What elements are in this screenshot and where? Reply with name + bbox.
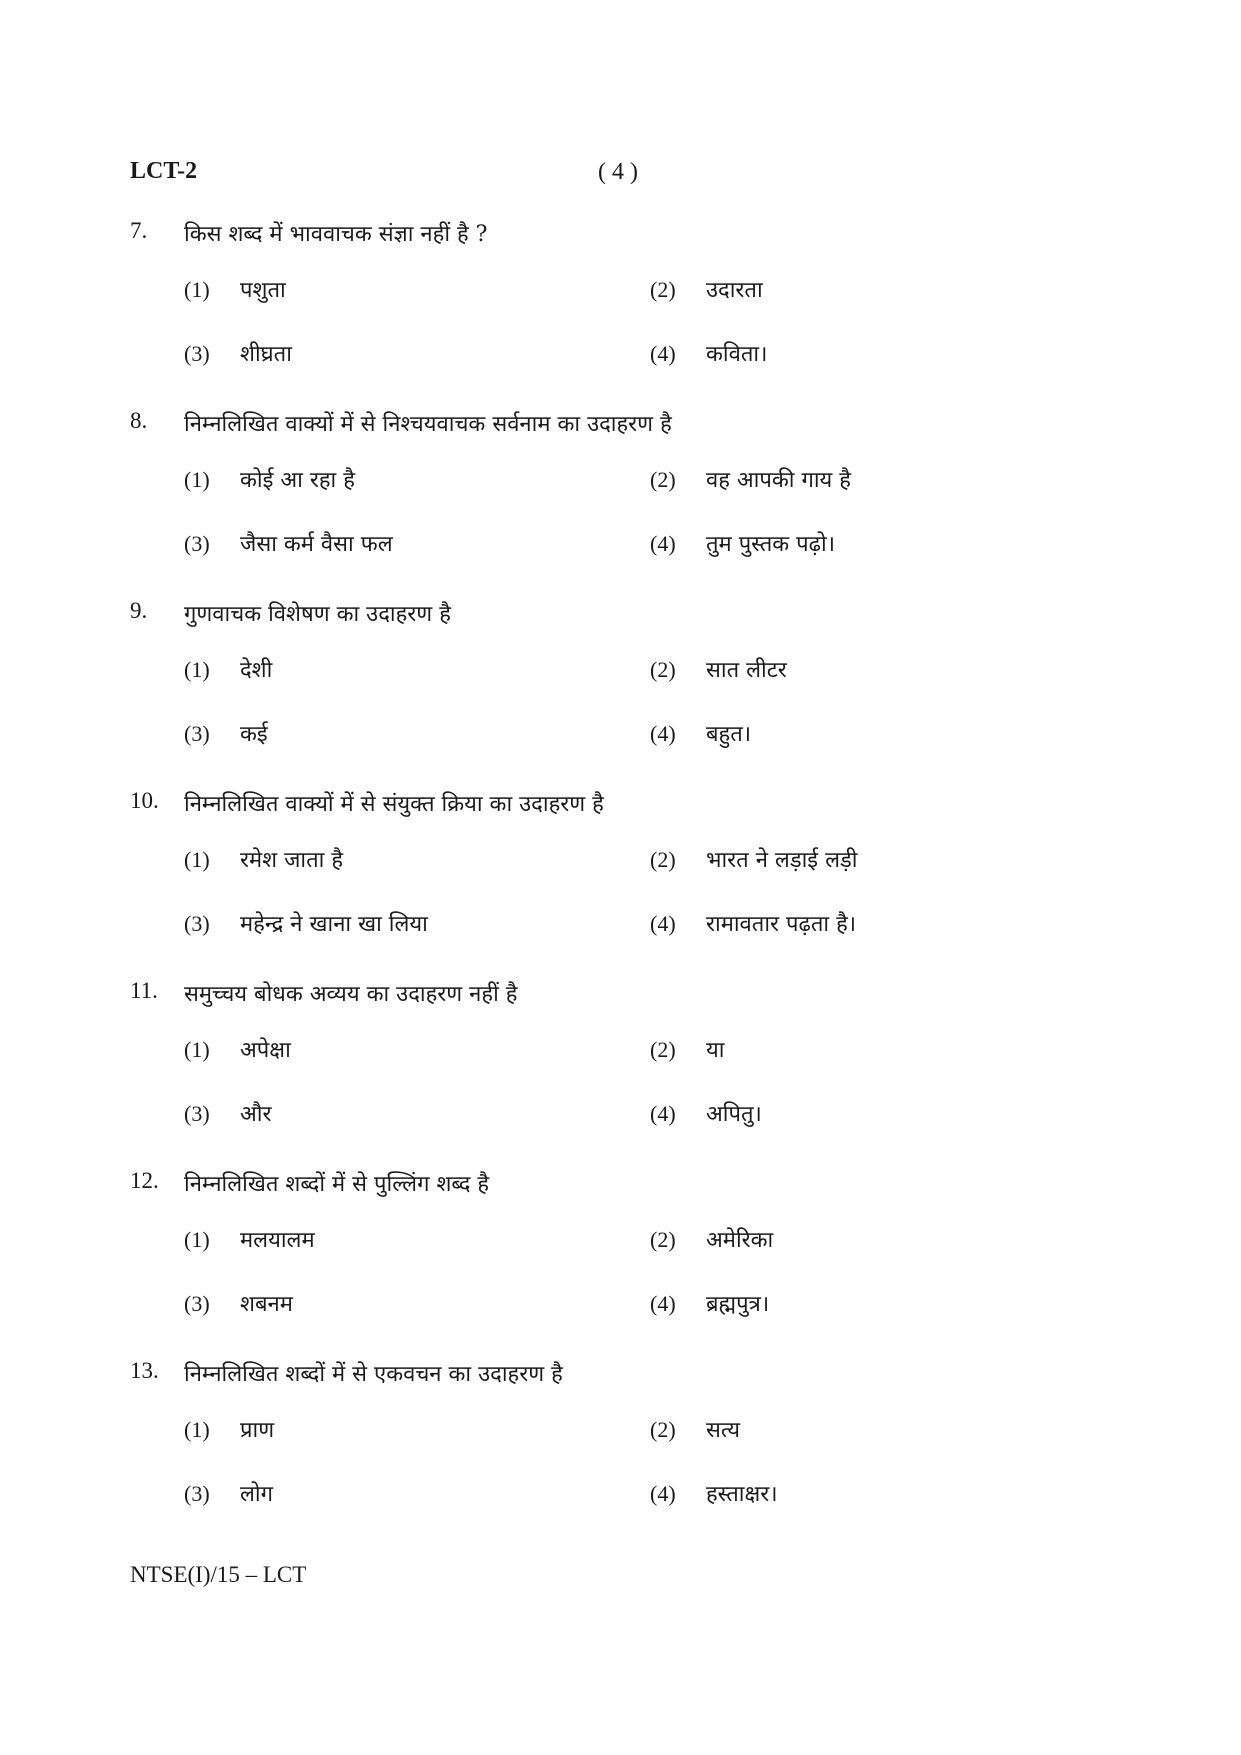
option-1: [184, 1224, 315, 1254]
option-4: [650, 908, 856, 938]
option-3: [184, 1478, 273, 1508]
question-number: 8.: [130, 408, 148, 433]
option-2: [650, 654, 787, 684]
option-text: अपितु।: [706, 1102, 762, 1127]
question-number: 7.: [130, 218, 148, 243]
question-9: [130, 598, 1130, 782]
option-label: (4): [650, 1481, 676, 1506]
option-1: [184, 654, 272, 684]
option-text: प्राण: [240, 1418, 275, 1443]
option-4: [650, 718, 751, 748]
option-text: शीघ्रता: [240, 342, 292, 367]
question-10: [130, 788, 1130, 972]
question-text: गुणवाचक विशेषण का उदाहरण है: [184, 602, 451, 627]
option-text: कई: [240, 722, 268, 747]
option-text: कविता।: [706, 342, 768, 367]
option-text: और: [240, 1102, 272, 1127]
option-text: देशी: [240, 658, 273, 683]
option-2: [650, 1414, 740, 1444]
option-label: (1): [184, 847, 210, 872]
option-label: (4): [650, 721, 676, 746]
question-7: [130, 218, 1130, 402]
option-text: जैसा कर्म वैसा फल: [240, 532, 393, 557]
option-label: (4): [650, 1101, 676, 1126]
option-text: या: [706, 1038, 725, 1063]
option-text: सत्य: [706, 1418, 741, 1443]
option-text: उदारता: [706, 278, 763, 303]
question-11: [130, 978, 1130, 1162]
footer-code: NTSE(I)/15 – LCT: [130, 1562, 307, 1587]
option-3: [184, 528, 393, 558]
option-4: [650, 1478, 778, 1508]
option-1: [184, 274, 286, 304]
option-label: (4): [650, 911, 676, 936]
option-label: (3): [184, 1481, 210, 1506]
question-number: 11.: [130, 978, 158, 1003]
option-label: (2): [650, 1417, 676, 1442]
question-text: निम्नलिखित वाक्यों में से निश्चयवाचक सर्वनाम का उदाहरण है: [184, 412, 672, 437]
option-2: [650, 844, 857, 874]
option-text: शबनम: [240, 1292, 293, 1317]
option-1: [184, 844, 343, 874]
question-text: निम्नलिखित वाक्यों में से संयुक्त क्रिया का उदाहरण है: [184, 792, 604, 817]
option-text: रमेश जाता है: [240, 848, 344, 873]
option-label: (1): [184, 1037, 210, 1062]
option-label: (3): [184, 341, 210, 366]
option-text: हस्ताक्षर।: [706, 1482, 778, 1507]
option-text: वह आपकी गाय है: [706, 468, 851, 493]
option-text: कोई आ रहा है: [240, 468, 355, 493]
option-text: महेन्द्र ने खाना खा लिया: [240, 912, 428, 937]
option-2: [650, 464, 851, 494]
option-3: [184, 908, 428, 938]
question-8: [130, 408, 1130, 592]
option-text: अपेक्षा: [240, 1038, 291, 1063]
option-label: (2): [650, 1227, 676, 1252]
question-number: 12.: [130, 1168, 159, 1193]
option-label: (1): [184, 1227, 210, 1252]
question-12: [130, 1168, 1130, 1352]
option-text: पशुता: [240, 278, 286, 303]
question-number: 9.: [130, 598, 148, 623]
option-text: लोग: [240, 1482, 274, 1507]
option-label: (2): [650, 657, 676, 682]
option-label: (1): [184, 277, 210, 302]
option-label: (1): [184, 1417, 210, 1442]
option-1: [184, 1034, 291, 1064]
option-text: अमेरिका: [706, 1228, 774, 1253]
option-label: (4): [650, 531, 676, 556]
question-text: निम्नलिखित शब्दों में से पुल्लिंग शब्द है: [184, 1172, 490, 1197]
page-number: ( 4 ): [598, 159, 638, 185]
option-label: (3): [184, 911, 210, 936]
option-label: (2): [650, 1037, 676, 1062]
option-3: [184, 1098, 272, 1128]
option-label: (3): [184, 721, 210, 746]
option-4: [650, 338, 767, 368]
option-4: [650, 528, 835, 558]
option-label: (4): [650, 1291, 676, 1316]
option-2: [650, 274, 763, 304]
option-1: [184, 464, 355, 494]
option-label: (1): [184, 657, 210, 682]
question-text: समुच्चय बोधक अव्यय का उदाहरण नहीं है: [184, 982, 518, 1007]
option-4: [650, 1098, 762, 1128]
question-number: 13.: [130, 1358, 159, 1383]
option-text: बहुत।: [706, 722, 752, 747]
option-label: (2): [650, 467, 676, 492]
option-4: [650, 1288, 769, 1318]
option-2: [650, 1034, 724, 1064]
question-text: निम्नलिखित शब्दों में से एकवचन का उदाहरण है: [184, 1362, 563, 1387]
option-text: तुम पुस्तक पढ़ो।: [706, 532, 836, 557]
option-3: [184, 718, 268, 748]
option-text: रामावतार पढ़ता है।: [706, 912, 857, 937]
option-1: [184, 1414, 274, 1444]
option-3: [184, 338, 292, 368]
option-text: मलयालम: [240, 1228, 315, 1253]
option-label: (4): [650, 341, 676, 366]
option-text: भारत ने लड़ाई लड़ी: [706, 848, 858, 873]
option-label: (3): [184, 1291, 210, 1316]
question-number: 10.: [130, 788, 159, 813]
option-label: (2): [650, 277, 676, 302]
option-2: [650, 1224, 773, 1254]
paper-code: LCT-2: [130, 158, 198, 184]
option-3: [184, 1288, 293, 1318]
option-label: (3): [184, 1101, 210, 1126]
question-13: [130, 1358, 1130, 1542]
option-label: (3): [184, 531, 210, 556]
question-text: किस शब्द में भाववाचक संज्ञा नहीं है ?: [184, 222, 488, 247]
option-label: (2): [650, 847, 676, 872]
option-text: सात लीटर: [706, 658, 787, 683]
option-label: (1): [184, 467, 210, 492]
option-text: ब्रह्मपुत्र।: [706, 1292, 770, 1317]
